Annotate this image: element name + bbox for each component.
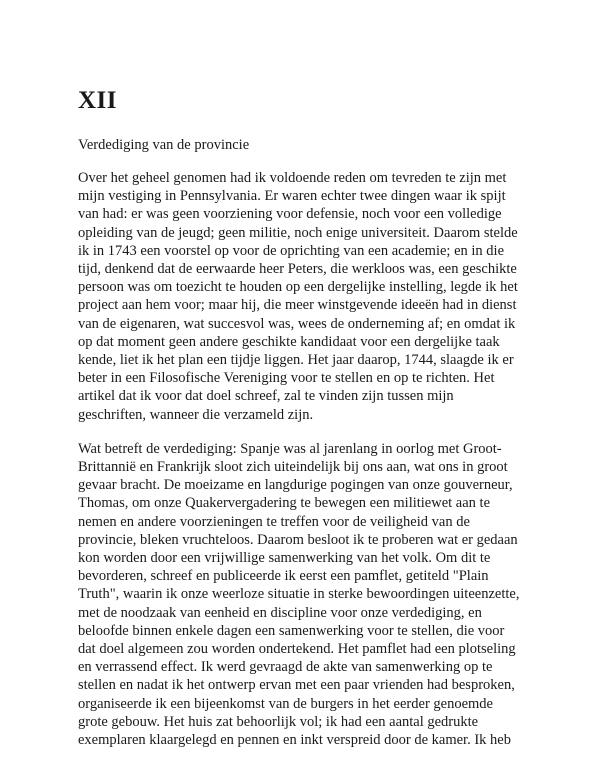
text-line: grote gebouw. Het huis zat behoorlijk vol; ik had een aantal gedrukte [78,713,479,730]
paragraph [78,169,530,424]
text-line: project aan hem voor; maar hij, die meer winstgevende ideeën had in dienst [78,297,517,314]
text-line: stellen en nadat ik het ontwerp ervan met een paar vrienden had besproken, [78,677,515,694]
book-page [78,86,530,749]
text-line: van de eigenaren, wat succesvol was, wees de onderneming af; en omdat ik [78,315,516,332]
chapter-number: XII [78,87,118,114]
text-line: exemplaren klaargelegd en pennen en inkt verspreid door de kamer. Ik heb [78,732,511,749]
chapter-title: Verdediging van de provincie [78,137,250,153]
text-line: provincie, bleken vruchteloos. Daarom besloot ik te proberen wat er gedaan [78,531,518,548]
text-line: bevorderen, schreef en publiceerde ik eerst een pamflet, getiteld "Plain [78,568,489,585]
text-line: ik in 1743 een voorstel op voor de oprichting van een academie; en in die [78,242,505,259]
text-line: Over het geheel genomen had ik voldoende reden om tevreden te zijn met [78,170,507,186]
paragraph [78,440,530,749]
text-line: geschriften, wanneer die verzameld zijn. [78,406,314,423]
text-line: dat doel algemeen zou worden ondertekend. Het pamflet had een plotseling [78,641,516,658]
text-line: beter in een Filosofische Vereniging voor te stellen en op te richten. Het [78,370,495,387]
text-line: mijn vestiging in Pennsylvania. Er waren echter twee dingen waar ik spijt [78,188,506,205]
text-line: organiseerde ik een bijeenkomst van de burgers in het eerder genoemde [78,695,493,712]
text-line: Truth", waarin ik onze weerloze situatie in sterke bewoordingen uiteenzette, [78,586,520,603]
text-line: beloofde binnen enkele dagen een samenwerking voor te stellen, die voor [78,622,505,639]
body-text [78,169,530,749]
text-line: en verrassend effect. Ik werd gevraagd de akte van samenwerking op te [78,659,493,676]
text-line: kende, liet ik het plan een tijdje liggen. Het jaar daarop, 1744, slaagde ik er [78,352,514,369]
text-line: op dat moment geen andere geschikte kandidaat voor een dergelijke taak [78,333,500,350]
text-line: persoon was om toezicht te houden op een dergelijke instelling, legde ik het [78,279,518,296]
text-line: tijd, denkend dat de eerwaarde heer Peters, die werkloos was, een geschikte [78,261,517,278]
text-line: opleiding van de jeugd; geen militie, noch enige universiteit. Daarom stelde [78,224,518,241]
text-line: van had: er was geen voorziening voor defensie, noch voor een volledige [78,206,502,223]
text-line: artikel dat ik voor dat doel schreef, zal te vinden zijn tussen mijn [78,388,454,405]
text-line: Wat betreft de verdediging: Spanje was al jarenlang in oorlog met Groot- [78,440,502,457]
text-line: nemen en andere voorzieningen te treffen voor de veiligheid van de [78,513,470,530]
text-line: gevaar bracht. De moeizame en langdurige pogingen van onze gouverneur, [78,477,513,494]
text-line: Thomas, om onze Quakervergadering te bewegen een militiewet aan te [78,495,491,512]
text-line: Brittannië en Frankrijk sloot zich uiteindelijk bij ons aan, wat ons in groot [78,459,508,476]
text-line: met de noodzaak van eenheid en discipline voor onze verdediging, en [78,604,482,621]
text-line: kon worden door een vrijwillige samenwerking van het volk. Om dit te [78,550,491,567]
